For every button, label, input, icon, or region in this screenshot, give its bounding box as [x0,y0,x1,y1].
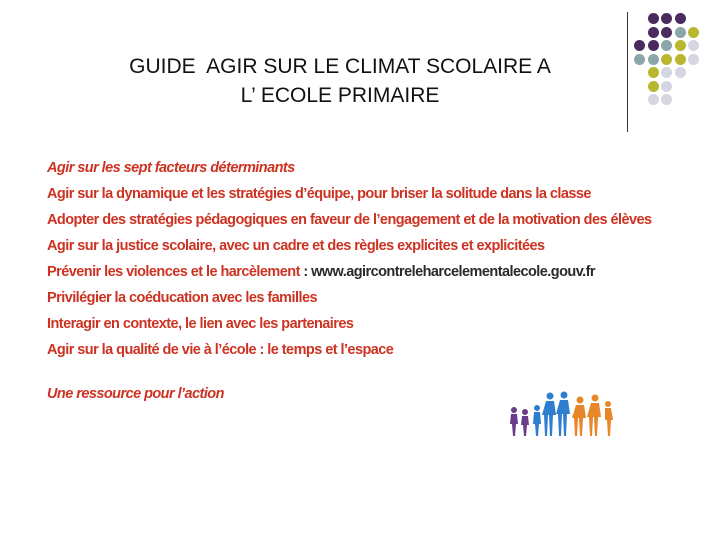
decorative-dot [688,27,699,38]
decorative-dot [661,27,672,38]
resource-text: Une ressource pour l’action [47,386,224,402]
decorative-dot [688,40,699,51]
decorative-dot [675,27,686,38]
decorative-dot [634,54,645,65]
harcelement-link[interactable]: : www.agircontreleharcelementalecole.gouv.fr [299,264,595,280]
decorative-dot [688,54,699,65]
factor-list [47,155,652,363]
people-figures-icon [506,388,616,440]
list-item: Prévenir les violences et le harcèlement : www.agircontreleharcelementalecole.gouv.fr [47,264,595,280]
list-item: Agir sur la qualité de vie à l’école : le temps et l’espace [47,342,394,358]
decorative-dot [661,13,672,24]
list-item: Interagir en contexte, le lien avec les partenaires [47,316,354,332]
list-item: Adopter des stratégies pédagogiques en faveur de l’engagement et de la motivation des élèves [47,212,652,228]
divider-line [627,12,628,132]
list-item: Agir sur la dynamique et les stratégies d’équipe, pour briser la solitude dans la classe [47,186,591,202]
decorative-dot [648,94,659,105]
decorative-dot [661,40,672,51]
title-line-2: L’ ECOLE PRIMAIRE [240,84,440,107]
page-title [60,52,620,110]
decorative-dot [675,13,686,24]
decorative-dot [648,67,659,78]
decorative-dot [675,40,686,51]
decorative-dot [648,81,659,92]
list-item: Agir sur la justice scolaire, avec un cadre et des règles explicites et explicitées [47,238,545,254]
decorative-dot [675,67,686,78]
title-line-1: GUIDE AGIR SUR LE CLIMAT SCOLAIRE A [129,55,551,78]
decorative-dot [648,40,659,51]
list-item: Agir sur les sept facteurs déterminants [47,160,295,176]
decorative-dot [661,81,672,92]
decorative-dot [661,67,672,78]
decorative-dot [648,27,659,38]
decorative-dot [634,40,645,51]
decorative-dot [648,54,659,65]
decorative-dot [661,54,672,65]
decorative-dot [661,94,672,105]
list-item: Privilégier la coéducation avec les familles [47,290,317,306]
decorative-dot [675,54,686,65]
decorative-dot [648,13,659,24]
